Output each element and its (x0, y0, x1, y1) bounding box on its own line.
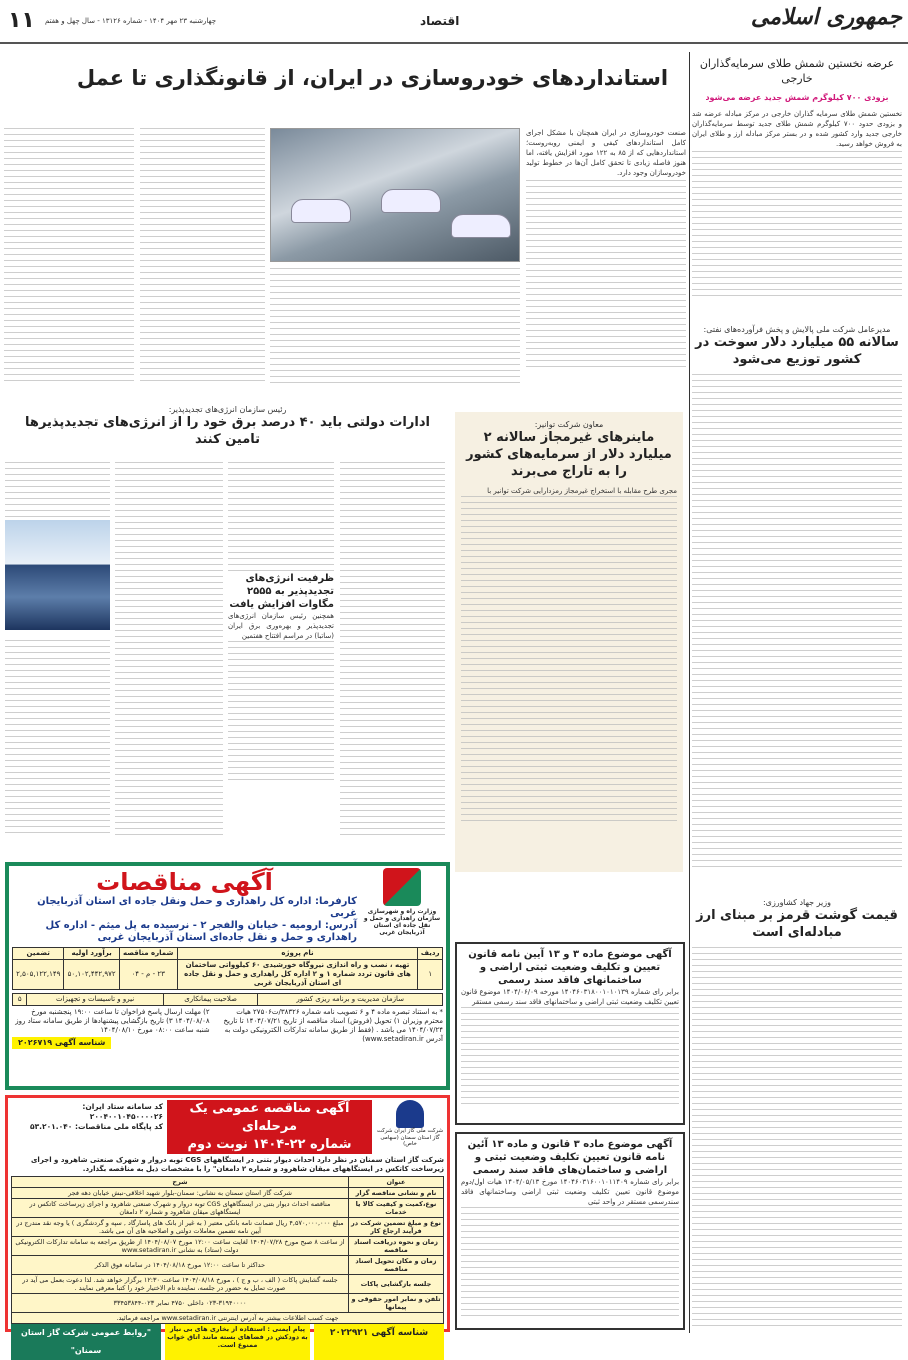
tavanir-box (455, 412, 683, 872)
table-row (12, 1256, 444, 1275)
number: شماره ۲۲-۱۴۰۴ نوبت دوم (187, 1137, 352, 1152)
registry-notice-2 (455, 1132, 685, 1330)
dateline: چهارشنبه ۲۳ مهر ۱۴۰۴ - شماره ۱۳۱۲۶ - سال چهل و هفتم (45, 17, 217, 25)
headline: قیمت گوشت قرمز بر مبنای ارز مبادله‌ای است (696, 908, 898, 940)
cell: نیرو و تاسیسات و تجهیزات (27, 994, 163, 1006)
intro: شرکت گاز استان سمنان در نظر دارد احداث دیوار بتنی در ایستگاههای CGS توبه دروار و شهرک صنعتی شاهرود و اجرای زیرساخت کاتکس در ایستگاههای میقان شاهرود و شماره ۲ دامغان" را با مشخصات ذیل به مناقصه بگذارد. (31, 1156, 444, 1173)
title: آگهی موضوع ماده ۳ قانون و ماده ۱۳ آئین نامه قانون تعیین تکلیف وضعیت ثبتی و اراضی و ساختمان‌های فاقد سند رسمی (467, 1139, 673, 1176)
gold-article (692, 56, 902, 301)
table-row (12, 1188, 444, 1199)
cell: جلسه بازگشایی پاکات (348, 1275, 443, 1294)
col-header: شرح (12, 1177, 349, 1188)
subhead: ظرفیت انرژی‌های تجدیدپذیر به ۲۵۵۵ مگاوات افزایش یافت (229, 573, 334, 610)
cell: شرکت گاز استان سمنان به نشانی: سمنان-بلوار شهید اخلاقی-نبش خیابان دهه فجر (12, 1188, 349, 1199)
col-header: تضمین (13, 948, 64, 960)
ad-id: شناسه آگهی ۲۰۲۲۹۲۱ (314, 1324, 444, 1360)
body-text (5, 640, 110, 837)
table-row (13, 960, 443, 990)
cell: مبلغ ۴,۵۷۰,۰۰۰,۰۰۰ ریال ضمانت نامه بانکی معتبر ( به غیر از بانک های پاسارگاد , سپه و گردشگری ) یا وجه نقد مندرج در آیین نامه تضمین معاملات دولتی و اصلاحیه های آن می باشد. (12, 1218, 349, 1237)
gas-tender-table (11, 1176, 444, 1324)
table-row (12, 1237, 444, 1256)
qualification-table (12, 993, 443, 1006)
solar-panels-photo (5, 520, 110, 630)
body-text (461, 1007, 679, 1107)
masthead-logo: جمهوری اسلامی (750, 4, 902, 30)
lead: برابر رای شماره ۱۴۰۴۶۰۳۱۶۰۰۱۰۱۱۴۰۹ مورخ ۱۴۰۴/۰۵/۱۳ هیات اول/دوم موضوع قانون تعیین تکلیف وضعیت ثبتی اراضی وساختمانهای فاقد سندرسمی مستقر در واحد ثبتی (461, 1178, 680, 1206)
header-rule (0, 42, 908, 44)
col-header: برآورد اولیه (64, 948, 119, 960)
body-text (461, 1207, 679, 1317)
cell: نوع و مبلغ تضمین شرکت در فرآیند ارجاع کار (348, 1218, 443, 1237)
safety-message: پیام ایمنی : استفاده از بخاری های بی نیاز به دودکش در فضاهای بسته مانند اتاق خواب ممنوع است. (165, 1324, 310, 1360)
col-header: ردیف (418, 948, 443, 960)
cell: ۵۰,۱۰۲,۴۴۲,۹۷۲ (64, 960, 119, 990)
org: وزارت راه و شهرسازی سازمان راهداری و حمل و نقل جاده ای استان آذربایجان غربی (363, 908, 441, 936)
employer: کارفرما: اداره کل راهداری و حمل ونقل جاده ای استان آذربایجان غربی (37, 896, 357, 919)
pr-signature: "روابط عمومی شرکت گاز استان سمنان" (11, 1324, 161, 1360)
renewables-col2 (228, 462, 334, 781)
cell: جلسه گشایش پاکات ( الف ، ب و ج ) ، مورخ ۱۴۰۴/۰۸/۱۸ ساعت ۱۲:۳۰ برگزار خواهد شد. لذا دعوت بعمل می آید در صورت تمایل به حضور در جلسه، نماینده تام الاختیار خود را کتبا معرفی نمایند . (12, 1275, 349, 1294)
body-text (140, 128, 265, 386)
page-number: ۱۱ (8, 8, 35, 33)
title: آگهی مناقصات (96, 868, 273, 896)
body-text (526, 180, 686, 370)
table-row (12, 1199, 444, 1218)
cell: زمان و نحوه دریافت اسناد مناقصه (348, 1237, 443, 1256)
fuel-article (692, 325, 902, 869)
cell: حداکثر تا ساعت ۱۲:۰۰ مورخ ۱۴۰۴/۰۸/۱۸ در سامانه فوق الذکر (12, 1256, 349, 1275)
kicker: وزیر جهاد کشاورزی: (762, 898, 831, 907)
body-text (228, 462, 334, 572)
kicker: رئیس سازمان انرژی‌های تجدیدپذیر: (168, 405, 287, 414)
main-article-col1 (526, 128, 686, 370)
registry-notice-1 (455, 942, 685, 1125)
tender-ad-roads (5, 862, 450, 1090)
headline: ادارات دولتی باید ۴۰ درصد برق خود را از انرژی‌های تجدیدپذیرها تامین کنند (25, 415, 430, 447)
cell: صلاحیت پیمانکاری (163, 994, 258, 1006)
car-factory-photo (270, 128, 520, 262)
notes-left: ۲) مهلت ارسال پاسخ فراخوان تا ساعت ۱۹:۰۰ پنجشنبه مورخ ۱۴۰۴/۰۸/۰۸ ۳) تاریخ بازگشایی پیشنهادها از طریق سامانه ستاد روز شنبه ساعت ۰۸:۰۰ مورخ ۱۴۰۴/۰۸/۱۰ (15, 1008, 210, 1034)
cell: نوع،کمیت و کیفیت کالا یا خدمات (348, 1199, 443, 1218)
cell: ۲,۵۰۵,۱۲۲,۱۴۹ (13, 960, 64, 990)
col-header: شماره مناقصه (119, 948, 177, 960)
cell: نام و نشانی مناقصه گزار (348, 1188, 443, 1199)
cell: ۰۲۳-۳۱۹۴۰۰۰۰ داخلی ۴۷۵۰ نمابر ۰۲۳-۳۳۴۵۳۸۴۴ (12, 1294, 349, 1313)
title-banner (167, 1100, 372, 1154)
body-text (692, 151, 902, 301)
meat-article (692, 898, 902, 1327)
body-text (270, 268, 520, 386)
body-text (4, 128, 134, 386)
org: شرکت ملی گاز ایران شرکت گاز استان سمنان (سهامی خاص) (376, 1128, 444, 1147)
table-row (12, 1218, 444, 1237)
road-ministry-logo (383, 868, 421, 906)
headline: سالانه ۵۵ میلیارد دلار سوخت در کشور توزیع می‌شود (695, 335, 899, 367)
address: آدرس: ارومیه - خیابان والفجر ۲ - نرسیده به پل میثم - اداره کل راهداری و حمل و نقل جاده‌ای استان آذربایجان غربی (45, 920, 357, 943)
col-header: نام پروژه (177, 948, 418, 960)
lead: مجری طرح مقابله با استخراج غیرمجاز رمزدارایی شرکت توانیر با (487, 487, 677, 495)
body-text (461, 496, 677, 826)
body-text (692, 947, 902, 1327)
body-text (5, 462, 110, 517)
lead: نخستین شمش طلای سرمایه گذاران خارجی در مرکز مبادله عرضه شد و بزودی حدود ۷۰۰ کیلوگرم شمش طلای جدید توسط سرمایه‌گذاران خارجی جدید وارد کشور شده و در بستر مرکز مبادله ارز و طلای ایران به فروش خواهد رسید. (692, 110, 903, 148)
renewables-heading (10, 405, 445, 448)
setad-code: کد سامانه ستاد ایران: ۲۰۰۴۰۰۱۰۴۵۰۰۰۰۲۶ (82, 1102, 163, 1121)
national-code: کد پایگاه ملی مناقصات: ۵۳.۲۰۱.۰۴۰ (30, 1122, 163, 1131)
cell: سازمان مدیریت و برنامه ریزی کشور (258, 994, 443, 1006)
cell: ۵ (13, 994, 27, 1006)
body-text (340, 462, 445, 837)
cell: از ساعت ۸ صبح مورخ ۱۴۰۴/۰۷/۲۸ لغایت ساعت ۱۲:۰۰ مورخ ۱۴۰۴/۰۸/۰۷ از طریق مراجعه به سامانه تدارکات الکترونیکی دولت (ستاد) به نشانی www.setadiran.ir (12, 1237, 349, 1256)
main-headline: استانداردهای خودروسازی در ایران، از قانونگذاری تا عمل (76, 66, 669, 90)
tender-table (12, 947, 443, 990)
body-text (115, 462, 223, 837)
para: همچنین رئیس سازمان انرژی‌های تجدیدپذیر و بهره‌وری برق ایران (ساتبا) در مراسم افتتاح هفتمین (228, 612, 334, 640)
title: آگهی موضوع ماده ۳ و ۱۳ آیین نامه قانون تعیین و تکلیف وضعیت ثبتی اراضی و ساختمانهای فاقد سند رسمی (468, 949, 672, 986)
cell: تلفن و نمابر امور حقوقی و پیمانها (348, 1294, 443, 1313)
cell: زمان و مکان تحویل اسناد مناقصه (348, 1256, 443, 1275)
section-name: اقتصاد (420, 14, 460, 28)
headline: عرضه نخستین شمش طلای سرمایه‌گذاران خارجی (699, 57, 895, 85)
notes-right: * به استناد تبصره ماده ۴ و ۶ تصویب نامه شماره ۳۸۳۲۶/ت۲۷۵۰۶ هیات محترم وزیران ۱) تحویل (فروش) اسناد مناقصه از تاریخ ۱۴۰۴/۰۷/۲۱ تا تاریخ ۱۴۰۴/۰۷/۲۴ می باشد . (فقط از طریق سامانه تدارکات الکترونیکی دولت به آدرس www.setadiran.ir) (223, 1008, 443, 1043)
title: آگهی مناقصه عمومی یک مرحله‌ای (189, 1101, 350, 1134)
gas-company-logo (396, 1100, 424, 1128)
kicker: معاون شرکت توانیر: (534, 420, 604, 429)
footer-row: جهت کسب اطلاعات بیشتر به آدرس اینترنتی www.setadiran.ir مراجعه فرمائید. (12, 1313, 444, 1324)
kicker: مدیرعامل شرکت ملی پالایش و پخش فرآورده‌های نفتی: (703, 325, 891, 334)
lead: صنعت خودروسازی در ایران همچنان با مشکل اجرای کامل استانداردهای کیفی و ایمنی روبه‌روست؛ استانداردهایی که از ۸۵ به ۱۲۲ مورد افزایش یافته، اما هنوز فاصله زیادی تا تحقق کامل آن‌ها در خطوط تولید خودروسازان وجود دارد. (526, 129, 686, 177)
column-divider (689, 52, 690, 1333)
lead: برابر رای شماره ۱۴۰۴۶۰۳۱۸۰۰۱۰۱۰۱۳۹ مورخه ۱۴۰۴/۰۶/۰۹ موضوع قانون تعیین تکلیف وضعیت ثبتی اراضی و ساختمانهای فاقد سند رسمی مستقر (461, 988, 679, 1006)
body-text (228, 641, 334, 781)
col-header: عنوان (348, 1177, 443, 1188)
table-row (12, 1275, 444, 1294)
cell: مناقصه احداث دیوار بتنی در ایستگاههای CGS توبه دروار و شهرک صنعتی شاهرود و اجرای زیرساخت کاتکس در ایستگاههای میقان شاهرود و شماره ۲ دامغان (12, 1199, 349, 1218)
tender-ad-gas (5, 1095, 450, 1355)
headline: ماینرهای غیرمجاز سالانه ۲ میلیارد دلار از سرمایه‌های کشور را به تاراج می‌برند (466, 430, 672, 479)
cell: تهیه ، نصب و راه اندازی نیروگاه خورشیدی ۶۰ کیلوواتی ساختمان های قانون تردد شماره ۱ و ۲ اداره کل راهداری و حمل و نقل جاده ای استان آذربایجان غربی (177, 960, 418, 990)
subhead: بزودی ۷۰۰ کیلوگرم شمش جدید عرضه می‌شود (705, 93, 889, 102)
table-row (12, 1294, 444, 1313)
cell: ۲۳ - م - ۰۴ (119, 960, 177, 990)
cell: ۱ (418, 960, 443, 990)
body-text (692, 374, 902, 869)
ad-id: شناسه آگهی ۲۰۲۶۷۱۹ (12, 1037, 111, 1049)
